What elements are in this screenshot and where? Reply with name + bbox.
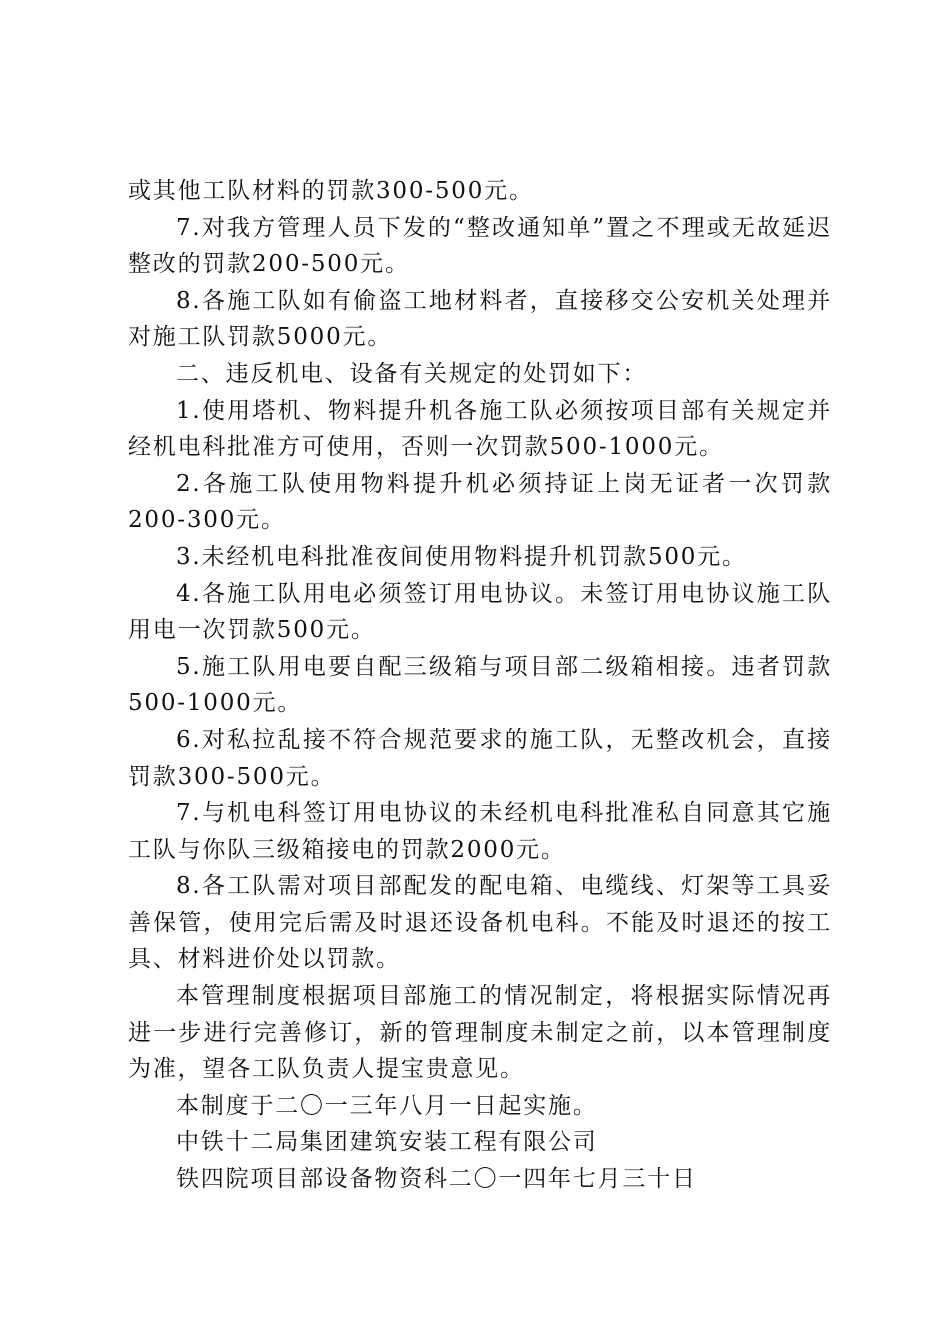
paragraph-item-7-unauthorized-connection: 7.与机电科签订用电协议的未经机电科批准私自同意其它施工队与你队三级箱接电的罚款2000元。	[128, 800, 832, 863]
paragraph-item-7-rectification-notice: 7.对我方管理人员下发的“整改通知单”置之不理或无故延迟整改的罚款200-500元。	[128, 214, 832, 278]
signature-department-date: 铁四院项目部设备物资科二〇一四年七月三十日	[176, 1166, 697, 1193]
paragraph-item-2-hoist-license: 2.各施工队使用物料提升机必须持证上岗无证者一次罚款200-300元。	[128, 470, 832, 534]
paragraph-item-1-tower-crane: 1.使用塔机、物料提升机各施工队必须按项目部有关规定并经机电科批准方可使用，否则一次罚款500-1000元。	[128, 397, 832, 461]
paragraph-item-8-theft: 8.各施工队如有偷盗工地材料者，直接移交公安机关处理并对施工队罚款5000元。	[128, 287, 832, 351]
document-body	[128, 173, 832, 1198]
paragraph-effective-date: 本制度于二〇一三年八月一日起实施。	[176, 1092, 598, 1119]
paragraph-item-5-distribution-box: 5.施工队用电要自配三级箱与项目部二级箱相接。违者罚款500-1000元。	[128, 653, 832, 717]
paragraph-item-8-equipment-custody: 8.各工队需对项目部配发的配电箱、电缆线、灯架等工具妥善保管，使用完后需及时退还设备机电科。不能及时退还的按工具、材料进价处以罚款。	[128, 873, 832, 973]
paragraph-closing-statement: 本管理制度根据项目部施工的情况制定，将根据实际情况再进一步进行完善修订，新的管理制度未制定之前，以本管理制度为准，望各工队负责人提宝贵意见。	[128, 983, 832, 1083]
section-heading-equipment-violations: 二、违反机电、设备有关规定的处罚如下：	[176, 360, 648, 387]
paragraph-item-3-night-hoist: 3.未经机电科批准夜间使用物料提升机罚款500元。	[176, 543, 747, 570]
paragraph-item-4-power-agreement: 4.各施工队用电必须签订用电协议。未签订用电协议施工队用电一次罚款500元。	[128, 580, 832, 644]
paragraph-continuation: 或其他工队材料的罚款300-500元。	[128, 178, 534, 204]
signature-company-name: 中铁十二局集团建筑安装工程有限公司	[176, 1129, 598, 1156]
paragraph-item-6-illegal-wiring: 6.对私拉乱接不符合规范要求的施工队，无整改机会，直接罚款300-500元。	[128, 726, 832, 790]
